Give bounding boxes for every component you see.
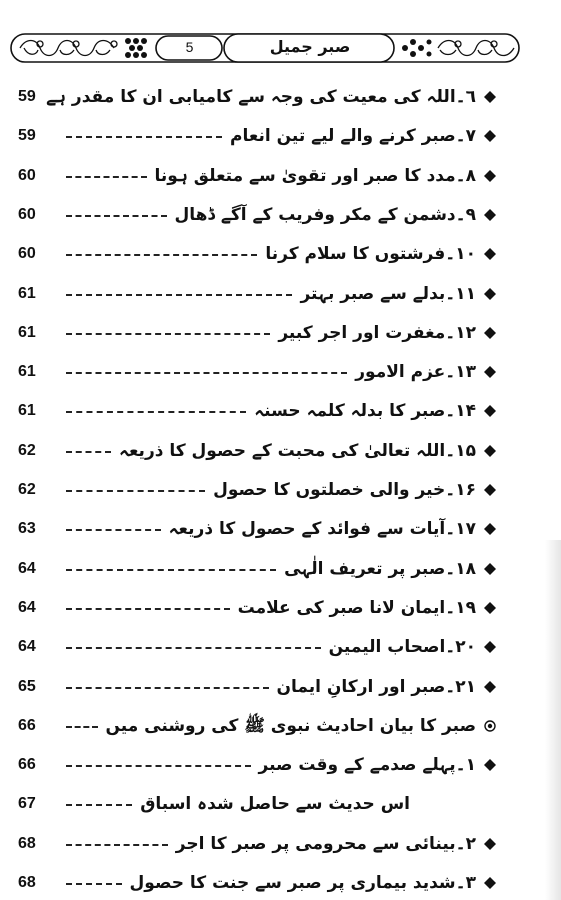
toc-entry-page: 68 [18,874,36,891]
toc-entry-page: 61 [18,285,36,302]
toc-entry-page: 63 [18,520,36,537]
diamond-bullet-icon [484,405,496,417]
toc-entry-page: 68 [18,835,36,852]
toc-entry [18,672,498,702]
diamond-bullet-icon [484,327,496,339]
toc-entry-title: اس حدیث سے حاصل شدہ اسباق [140,794,410,814]
toc-entry [18,593,498,623]
toc-entry-title: ۱۱۔بدلے سے صبر بہتر [300,284,476,304]
toc-entry-title: ٣۔شدید بیماری پر صبر سے جنت کا حصول [129,873,476,893]
toc-entry [18,475,498,505]
toc-entry-page: 66 [18,756,36,773]
toc-entry-title: ٦۔اللہ کی معیت کی وجہ سے کامیابی ان کا مقدر ہے [46,87,476,107]
toc-entry [18,161,498,191]
toc-entry-title: ۱۸۔صبر پر تعریف الٰہی [284,559,476,579]
toc-entry-page: 64 [18,599,36,616]
toc-entry-page: 65 [18,678,36,695]
toc-entry-title: ۸۔مدد کا صبر اور تقویٰ سے متعلق ہونا [154,166,476,186]
diamond-bullet-icon [484,366,496,378]
toc-leader-dashes [66,451,111,453]
toc-leader-dashes [66,490,205,492]
diamond-bullet-icon [484,170,496,182]
toc-entry-page: 62 [18,481,36,498]
toc-leader-dashes [66,844,168,846]
diamond-bullet-icon [484,130,496,142]
toc-leader-dashes [66,765,251,767]
toc-entry [18,514,498,544]
toc-entry [18,121,498,151]
toc-entry-title: ۱۷۔آیات سے فوائد کے حصول کا ذریعہ [168,519,476,539]
toc-entry-page: 67 [18,795,36,812]
toc-entry-title: ١۔پہلے صدمے کے وقت صبر [258,755,476,775]
toc-leader-dashes [66,411,246,413]
toc-entry-title: ۲۱۔صبر اور ارکانِ ایمان [276,677,476,697]
toc-leader-dashes [66,883,122,885]
toc-entry-page: 59 [18,88,36,105]
toc-entry-page: 59 [18,127,36,144]
diamond-bullet-icon [484,877,496,889]
toc-entry-title: ۱۴۔صبر کا بدلہ کلمہ حسنہ [254,401,476,421]
toc-entry [18,868,498,898]
toc-entry [18,396,498,426]
diamond-bullet-icon [484,91,496,103]
toc-entry-page: 64 [18,638,36,655]
flower-bullet-icon [484,720,496,732]
diamond-bullet-icon [484,563,496,575]
toc-entry-title: ٢۔بینائی سے محرومی پر صبر کا اجر [175,834,476,854]
diamond-bullet-icon [484,681,496,693]
toc-entry-page: 62 [18,442,36,459]
toc-entry [18,554,498,584]
toc-entry-page: 60 [18,167,36,184]
diamond-bullet-icon [484,759,496,771]
toc-entry-page: 64 [18,560,36,577]
diamond-bullet-icon [484,445,496,457]
diamond-bullet-icon [484,209,496,221]
toc-leader-dashes [66,333,270,335]
toc-leader-dashes [66,647,321,649]
toc-leader-dashes [66,136,222,138]
toc-leader-dashes [66,804,132,806]
toc-leader-dashes [66,529,161,531]
toc-entry-title: ۹۔دشمن کے مکر وفریب کے آگے ڈھال [174,205,476,225]
toc-entry [18,750,498,780]
toc-entry [18,829,498,859]
toc-entry-title: ۷۔صبر کرنے والے لیے تین انعام [230,126,476,146]
toc-leader-dashes [66,294,292,296]
toc-entry [18,200,498,230]
diamond-bullet-icon [484,288,496,300]
toc-entry [18,436,498,466]
diamond-bullet-icon [484,484,496,496]
toc-entry [18,279,498,309]
toc-entry-page: 61 [18,363,36,380]
toc-entry-page: 66 [18,717,36,734]
toc-leader-dashes [66,254,257,256]
page-title: صبر جمیل [269,37,351,56]
toc-leader-dashes [66,726,98,728]
toc-entry [18,711,498,741]
toc-leader-dashes [66,687,269,689]
toc-entry-page: 60 [18,206,36,223]
diamond-bullet-icon [484,838,496,850]
toc-entry-page: 60 [18,245,36,262]
diamond-bullet-icon [484,641,496,653]
toc-entry-page: 61 [18,324,36,341]
toc-entry-title: صبر کا بیان احادیث نبوی ﷺ کی روشنی میں [105,716,476,736]
toc-entry-title: ۱۹۔ایمان لانا صبر کی علامت [237,598,476,618]
toc-entry-title: ۱۵۔اللہ تعالیٰ کی محبت کے حصول کا ذریعہ [119,441,476,461]
toc-entry-title: ۲۰۔اصحاب الیمین [328,637,476,657]
diamond-bullet-icon [484,602,496,614]
toc-leader-dashes [66,608,230,610]
toc-entry [18,789,498,819]
toc-entry [18,82,498,112]
toc-entry-title: ۱۳۔عزم الامور [355,362,476,382]
toc-leader-dashes [66,215,167,217]
toc-entry [18,318,498,348]
toc-entry-title: ۱۶۔خیر والی خصلتوں کا حصول [213,480,476,500]
toc-entry-page: 61 [18,402,36,419]
toc-entry [18,357,498,387]
toc-entry-title: ۱۲۔مغفرت اور اجر کبیر [278,323,476,343]
toc-leader-dashes [66,569,276,571]
diamond-bullet-icon [484,248,496,260]
toc-entry [18,632,498,662]
toc-leader-dashes [66,372,347,374]
toc-leader-dashes [66,176,147,178]
diamond-bullet-icon [484,523,496,535]
page-number: 5 [185,39,194,55]
toc-entry [18,239,498,269]
toc-entry-title: ۱۰۔فرشتوں کا سلام کرنا [265,244,476,264]
